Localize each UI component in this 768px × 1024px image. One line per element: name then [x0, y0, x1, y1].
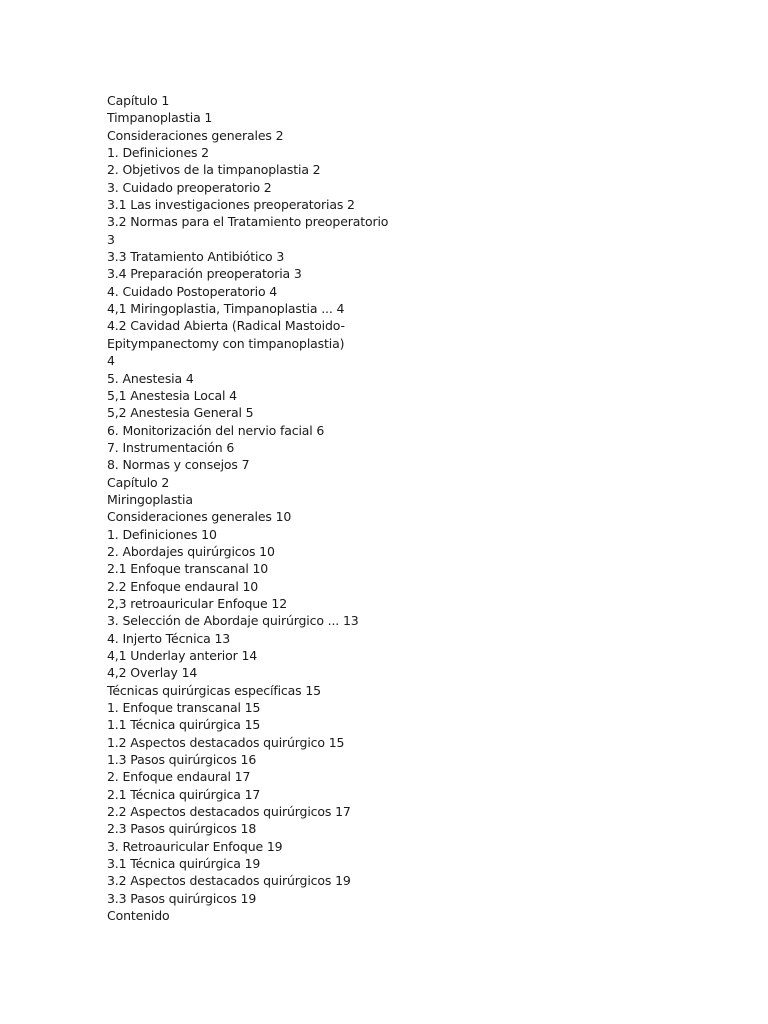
toc-line: 4.2 Cavidad Abierta (Radical Mastoido-	[107, 318, 345, 334]
toc-line: 2,3 retroauricular Enfoque 12	[107, 595, 288, 611]
toc-line: Timpanoplastia 1	[107, 110, 213, 126]
toc-line: 2. Objetivos de la timpanoplastia 2	[107, 162, 321, 178]
toc-line: 4,1 Underlay anterior 14	[107, 648, 258, 663]
toc-line: 4	[107, 353, 115, 369]
toc-line: Miringoplastia	[107, 491, 193, 507]
toc-line: 3	[107, 231, 115, 247]
toc-line: 3.2 Normas para el Tratamiento preoperatorio	[107, 214, 389, 230]
toc-line: 2.2 Aspectos destacados quirúrgicos 17	[107, 804, 351, 820]
toc-line: 7. Instrumentación 6	[107, 439, 235, 455]
toc-line: 5. Anestesia 4	[107, 370, 194, 386]
toc-line: 2. Enfoque endaural 17	[107, 769, 251, 785]
toc-line: 4,1 Miringoplastia, Timpanoplastia ... 4	[107, 301, 345, 317]
toc-line: 3.2 Aspectos destacados quirúrgicos 19	[107, 873, 351, 889]
toc-line: 3.1 Las investigaciones preoperatorias 2	[107, 197, 355, 213]
toc-line: 2. Abordajes quirúrgicos 10	[107, 543, 275, 559]
toc-line: 2.1 Técnica quirúrgica 17	[107, 786, 261, 802]
toc-line: 3. Retroauricular Enfoque 19	[107, 838, 283, 854]
toc-line: Consideraciones generales 10	[107, 509, 292, 525]
toc-line: 1. Enfoque transcanal 15	[107, 700, 261, 716]
toc-line: 3.4 Preparación preoperatoria 3	[107, 266, 302, 282]
toc-line: 3.3 Pasos quirúrgicos 19	[107, 890, 257, 906]
toc-line: Técnicas quirúrgicas específicas 15	[107, 682, 321, 698]
toc-line: 3.3 Tratamiento Antibiótico 3	[107, 249, 285, 265]
toc-line: Capítulo 1	[107, 93, 170, 108]
toc-line: Capítulo 2	[107, 474, 170, 490]
toc-line: 5,1 Anestesia Local 4	[107, 387, 237, 403]
toc-line: 8. Normas y consejos 7	[107, 457, 250, 473]
toc-line: 1.1 Técnica quirúrgica 15	[107, 717, 261, 733]
toc-line: 5,2 Anestesia General 5	[107, 405, 254, 421]
toc-line: 2.2 Enfoque endaural 10	[107, 578, 259, 594]
toc-line: 3.1 Técnica quirúrgica 19	[107, 856, 261, 872]
toc-line: 1. Definiciones 10	[107, 526, 217, 542]
toc-line: 2.1 Enfoque transcanal 10	[107, 561, 269, 577]
toc-line: 1.3 Pasos quirúrgicos 16	[107, 752, 257, 768]
toc-line: Contenido	[107, 908, 170, 924]
toc-line: 4,2 Overlay 14	[107, 665, 198, 681]
toc-line: 3. Cuidado preoperatorio 2	[107, 179, 272, 195]
toc-line: 1. Definiciones 2	[107, 145, 209, 161]
toc-line: 6. Monitorización del nervio facial 6	[107, 422, 325, 438]
toc-line: Epitympanectomy con timpanoplastia)	[107, 335, 345, 351]
toc-line: 3. Selección de Abordaje quirúrgico ... 13	[107, 613, 359, 629]
toc-line: 1.2 Aspectos destacados quirúrgico 15	[107, 734, 345, 750]
toc-line: 4. Cuidado Postoperatorio 4	[107, 283, 278, 299]
table-of-contents	[107, 92, 407, 925]
toc-line: Consideraciones generales 2	[107, 127, 284, 143]
toc-line: 2.3 Pasos quirúrgicos 18	[107, 821, 257, 837]
toc-line: 4. Injerto Técnica 13	[107, 630, 231, 646]
